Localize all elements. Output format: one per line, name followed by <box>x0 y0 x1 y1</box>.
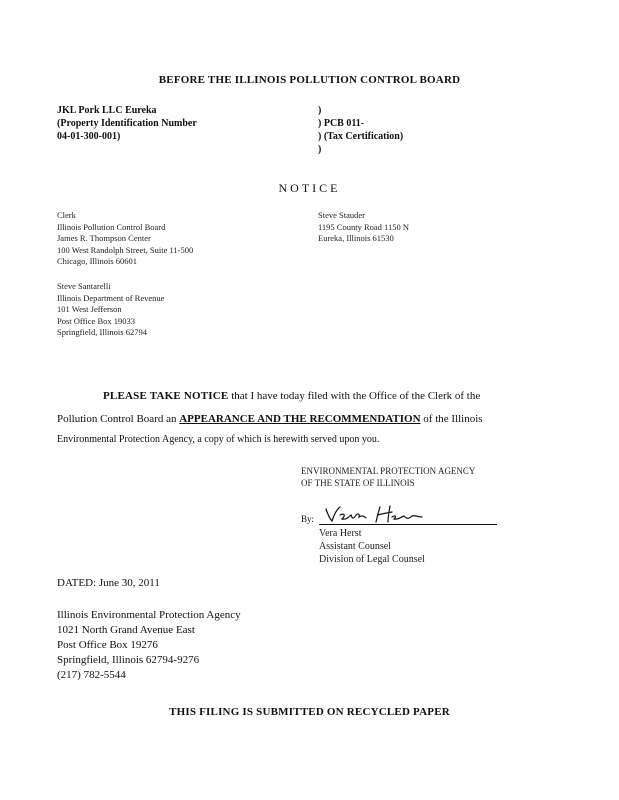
return-address-line: Post Office Box 19276 <box>57 639 158 651</box>
signer-name: Vera Herst <box>319 528 362 539</box>
address-line: 101 West Jefferson <box>57 304 122 314</box>
address-line: Illinois Department of Revenue <box>57 292 165 303</box>
address-line: 1195 County Road 1150 N <box>318 221 409 232</box>
address-line: Illinois Pollution Control Board <box>57 221 166 232</box>
notice-text: Environmental Protection Agency, a copy of which is herewith served upon you. <box>57 434 380 445</box>
case-caption-right <box>318 104 403 156</box>
address-line: 100 West Randolph Street, Suite 11-500 <box>57 244 194 255</box>
by-label: By: <box>301 514 315 524</box>
agency-line: OF THE STATE OF ILLINOIS <box>301 477 415 488</box>
agency-block <box>301 466 475 489</box>
address-stauder <box>318 210 409 245</box>
notice-body-line-1 <box>103 390 480 402</box>
address-line: Springfield, Illinois 62794 <box>57 327 147 337</box>
return-address <box>57 608 241 683</box>
return-address-line: Springfield, Illinois 62794-9276 <box>57 654 200 666</box>
caption-line: ) <box>318 144 322 155</box>
caption-line: ) <box>318 105 322 116</box>
notice-lead: PLEASE TAKE NOTICE <box>103 390 229 402</box>
footer-recycled: THIS FILING IS SUBMITTED ON RECYCLED PAPER <box>169 706 450 718</box>
address-line: Post Office Box 19033 <box>57 315 135 326</box>
return-address-line: 1021 North Grand Avenue East <box>57 624 195 636</box>
page-title: BEFORE THE ILLINOIS POLLUTION CONTROL BOARD <box>158 74 461 86</box>
notice-body-line-2 <box>57 413 483 425</box>
address-line: Steve Stauder <box>318 210 365 220</box>
address-line: Chicago, Illinois 60601 <box>57 256 138 266</box>
caption-line: 04-01-300-001) <box>57 131 121 142</box>
signer-block <box>319 527 425 566</box>
signature-graphic <box>322 503 432 527</box>
notice-text: that I have today filed with the Office of the Clerk of the <box>228 390 481 402</box>
notice-text: Pollution Control Board an <box>57 413 180 425</box>
address-line: Clerk <box>57 210 76 220</box>
address-line: Eureka, Illinois 61530 <box>318 233 394 243</box>
notice-text: of the Illinois <box>420 413 483 425</box>
agency-line: ENVIRONMENTAL PROTECTION AGENCY <box>301 466 476 476</box>
caption-line: ) PCB 011- <box>318 118 365 129</box>
case-caption-left <box>57 104 197 143</box>
address-santarelli <box>57 281 164 339</box>
address-line: James R. Thompson Center <box>57 233 151 243</box>
dated: DATED: June 30, 2011 <box>57 577 160 589</box>
address-line: Steve Santarelli <box>57 281 111 291</box>
notice-body-line-3 <box>57 434 379 445</box>
notice-heading: NOTICE <box>278 181 341 195</box>
caption-line: JKL Pork LLC Eureka <box>57 105 157 116</box>
notice-emphasis: APPEARANCE AND THE RECOMMENDATION <box>179 413 421 425</box>
signer-title: Assistant Counsel <box>319 541 391 552</box>
return-address-line: Illinois Environmental Protection Agency <box>57 609 241 621</box>
signer-division: Division of Legal Counsel <box>319 554 425 565</box>
caption-line: ) (Tax Certification) <box>318 131 404 142</box>
address-clerk <box>57 210 193 268</box>
return-address-line: (217) 782-5544 <box>57 669 126 681</box>
caption-line: (Property Identification Number <box>57 118 197 129</box>
